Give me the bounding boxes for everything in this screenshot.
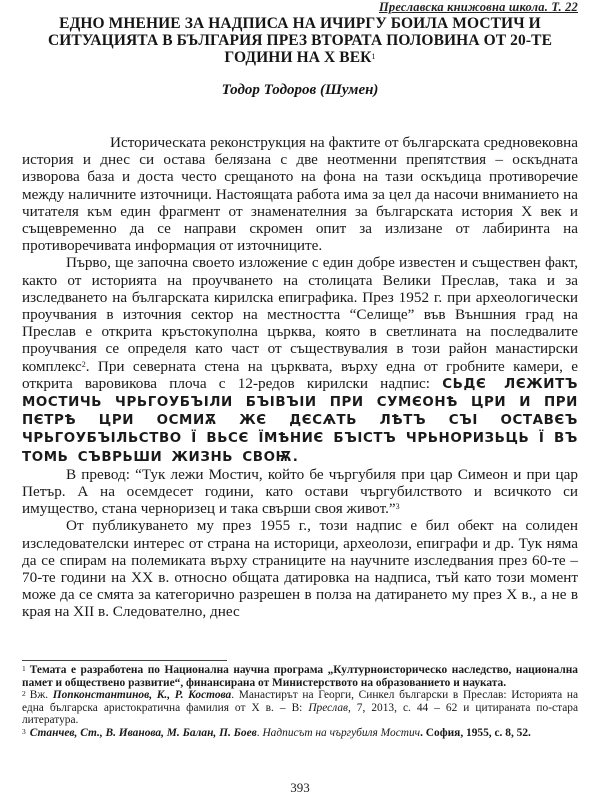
footnote-2-journal: Преслав (308, 701, 348, 714)
article-title (22, 15, 578, 66)
footnote-ref-3[interactable]: 3 (395, 502, 400, 512)
paragraph-research: От публикуването му през 1955 г., този надпис е бил обект на солиден изследователски интерес от страна на историци, археолози, епиграфи и др. Тук няма да се спирам на полемиката върху страниците на научните изследвания през 60-те – 70-те години на ХХ в. относно общата датировка на надписа, тъй като този момент може да се смята за категорично разрешен в полза на датирането му през Х в., а не в края на XII в. Следователно, днес (22, 517, 578, 621)
paragraph-translation-text: В превод: “Тук лежи Мостич, който бе чъргубиля при цар Симеон и при цар Петър. А на осемдесет години, като остави чъргубилството и всичкото си имущество, стана черноризец и така свърши своя живот.” (22, 465, 578, 518)
page-number: 393 (290, 780, 310, 795)
author-byline: Тодор Тодоров (Шумен) (221, 82, 379, 98)
paragraph-discovery-text-b: . При северната стена на църквата, върху една от гробните камери, е открита варовикова плоча с 12-редов кирилски надпис: (22, 357, 578, 392)
title-line-1: ЕДНО МНЕНИЕ ЗА НАДПИСА НА ИЧИРГУ БОИЛА МОСТИЧ И (59, 15, 541, 32)
footnote-2-text: . Манастирът на Георги, Синкел български в Преслав: Историята на една българска аристократична фамилия от Х в. – В: (22, 689, 578, 714)
footnote-3-suffix: . София, 1955, с. 8, 52. (420, 726, 531, 739)
paragraph-translation (22, 466, 578, 518)
paragraph-discovery-text-a: Първо, ще започна своето изложение с един добре известен и съществен факт, както от историята на проучването на столицата Велики Преслав, така и за изследването на българската кирилска епиграфика. През 1952 г. при археологически проучвания в източния сектор на местността “Селище” във Външния град на Преслав е открита кръстокуполна църква, която в светлината на последвалите проучвания се определя като част от съществувалия в този район манастирски комплекс (22, 254, 578, 375)
title-line-3-text: ГОДИНИ НА Х ВЕК (224, 49, 372, 66)
paragraph-discovery (22, 254, 578, 465)
article-body (22, 134, 578, 621)
footnote-3-number: 3 (22, 726, 26, 736)
footnote-separator (22, 660, 227, 661)
footnote-2-number: 2 (22, 689, 26, 699)
footnote-3-sep: . (256, 726, 263, 739)
footnote-3 (22, 727, 578, 740)
title-footnote-mark[interactable]: 1 (371, 52, 376, 61)
document-page (22, 0, 578, 800)
footnote-2-prefix: Вж. (29, 689, 53, 702)
footnote-1-text: Темата е разработена по Национална научна програма „Културноисторическо наследство, национална памет и обществено развитие“, финансирана от Министерството на образованието и науката. (22, 664, 578, 689)
title-line-3 (22, 49, 578, 66)
footnote-2 (22, 689, 578, 727)
running-header: Преславска книжовна школа. Т. 22 (378, 0, 578, 14)
footnote-2-authors: Попконстантинов, К., Р. Костова (52, 689, 232, 702)
footnote-2-suffix: , 7, 2013, с. 44 – 62 и цитираната по-стара литература. (22, 701, 578, 727)
footnote-ref-2[interactable]: 2 (81, 359, 86, 369)
paragraph-intro: Историческата реконструкция на фактите от българската средновековна история и днес си остава белязана с две неотменни препятствия – оскъдната изворова база и доста често срещаното на фона на тази оскъдица противоречие между наличните източници. Настоящата работа има за цел да насочи вниманието на читателя към един фрагмент от знаменателния за българската история Х век и същевременно да се направи скромен опит за излизане от лабиринта на противоречивата информация от източниците. (22, 134, 578, 255)
title-line-2: СИТУАЦИЯТА В БЪЛГАРИЯ ПРЕЗ ВТОРАТА ПОЛОВИНА ОТ 20-ТЕ (47, 32, 553, 49)
footnote-1 (22, 664, 578, 689)
old-bulgarian-inscription: СЬДЄ ЛЄЖИТЪ МОСТИЧЬ ЧРЬГОУБЪІЛИ БЪІВЪІИ ПРИ СУМЄОНѢ ЦРИ И ПРИ ПЄТРѢ ЦРИ ОСМИѪ ЖЄ ДЄСѦТЬ ЛѢТЪ СЪІ ОСТАВЄЪ ЧРЬГОУБЪІЛЬСТВО Ї ВЬСЄ ЇМѢНИЄ БЪІСТЪ ЧРЬНОРИЗЬЦЬ Ї ВЪ ТОМЬ СЪВРЬШИ ЖИЗНЬ СВОѬ. (22, 376, 579, 465)
footnotes (22, 664, 578, 740)
footnote-1-number: 1 (22, 664, 26, 673)
footnote-3-authors: Станчев, Ст., В. Иванова, М. Балан, П. Боев (29, 726, 257, 739)
footnote-3-title: Надписът на чъргубиля Мостич (262, 726, 421, 739)
